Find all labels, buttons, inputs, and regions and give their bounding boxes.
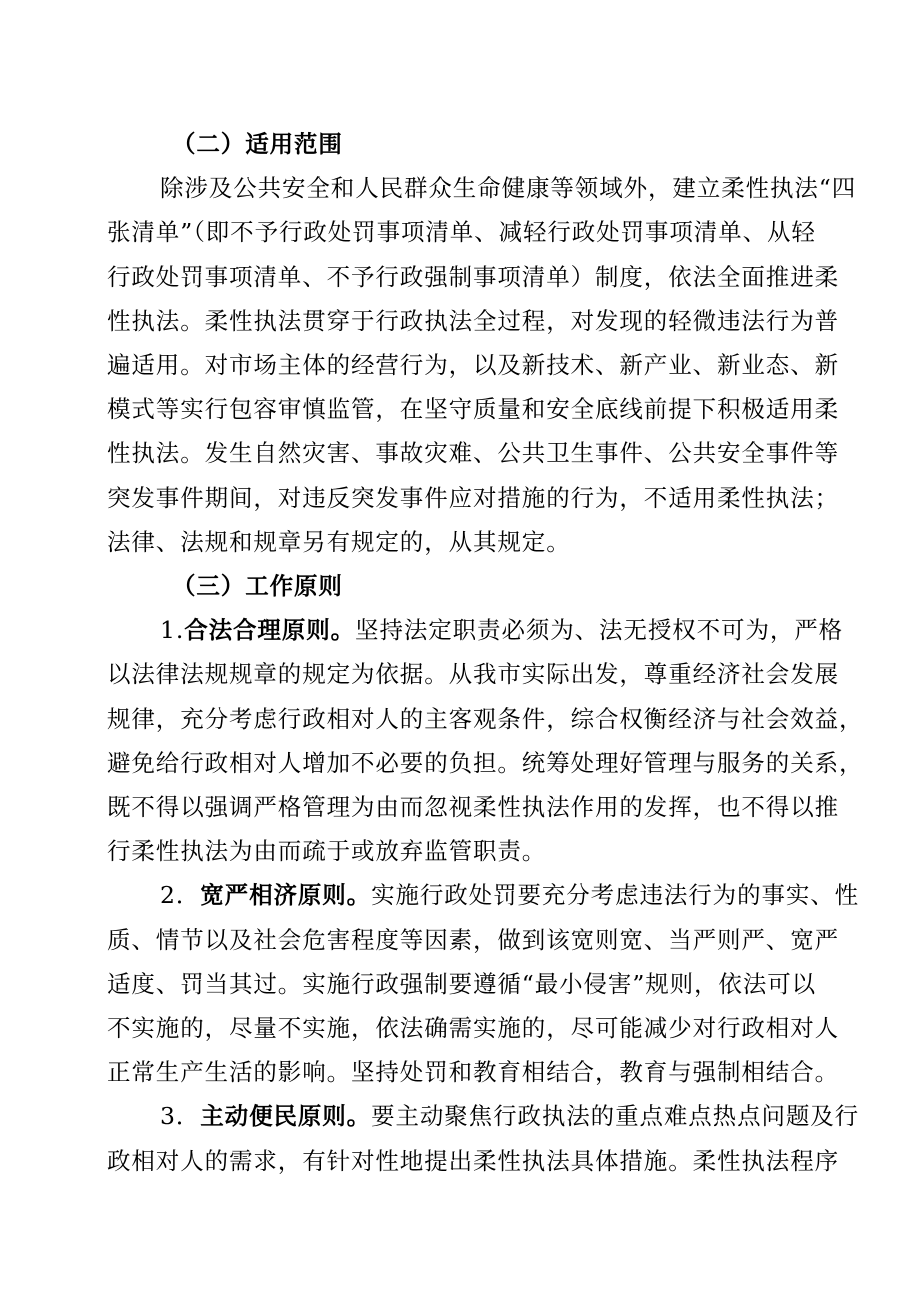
paragraph-line: 张清单”（即不予行政处罚事项清单、减轻行政处罚事项清单、从轻: [107, 218, 816, 246]
paragraph-line: 遍适用。对市场主体的经营行为，以及新技术、新产业、新业态、新: [107, 351, 839, 379]
principle-1-first-line: [160, 614, 843, 646]
paragraph-line: 质、情节以及社会危害程度等因素，做到该宽则宽、当严则严、宽严: [107, 926, 839, 954]
paragraph-line: 模式等实行包容审慎监管，在坚守质量和安全底线前提下积极适用柔: [107, 395, 839, 423]
paragraph-line: 性执法。发生自然灾害、事故灾难、公共卫生事件、公共安全事件等: [107, 439, 839, 467]
paragraph-line: 规律，充分考虑行政相对人的主客观条件，综合权衡经济与社会效益，: [107, 705, 864, 733]
paragraph-line: 以法律法规规章的规定为依据。从我市实际出发，尊重经济社会发展: [107, 660, 839, 688]
principle-title: 主动便民原则。: [200, 1102, 372, 1130]
paragraph-line: 既不得以强调严格管理为由而忽视柔性执法作用的发挥，也不得以推: [107, 793, 839, 821]
paragraph-line: 适度、罚当其过。实施行政强制要遵循“最小侵害”规则，依法可以: [107, 970, 817, 998]
paragraph-line: 法律、法规和规章另有规定的，从其规定。: [107, 528, 571, 556]
paragraph-line: 政相对人的需求，有针对性地提出柔性执法具体措施。柔性执法程序: [107, 1147, 839, 1175]
principle-number: 3．: [160, 1102, 201, 1130]
section-heading-scope: （二）适用范围: [172, 130, 343, 158]
principle-3-first-line: [160, 1100, 859, 1132]
principle-number: 1.: [160, 616, 185, 644]
principle-title: 合法合理原则。: [184, 616, 356, 644]
principle-number: 2．: [160, 881, 201, 909]
paragraph-line: 避免给行政相对人增加不必要的负担。统筹处理好管理与服务的关系，: [107, 749, 864, 777]
paragraph-line: 突发事件期间，对违反突发事件应对措施的行为，不适用柔性执法；: [107, 484, 839, 512]
principle-title: 宽严相济原则。: [200, 881, 372, 909]
principle-text: 实施行政处罚要充分考虑违法行为的事实、性: [371, 881, 860, 909]
section-heading-principles: （三）工作原则: [172, 572, 343, 600]
principle-2-first-line: [160, 879, 859, 911]
paragraph-line: 不实施的，尽量不实施，依法确需实施的，尽可能减少对行政相对人: [107, 1014, 839, 1042]
paragraph-line: 除涉及公共安全和人民群众生命健康等领域外，建立柔性执法“四: [160, 174, 857, 202]
principle-text: 要主动聚焦行政执法的重点难点热点问题及行: [371, 1102, 860, 1130]
principle-text: 坚持法定职责必须为、法无授权不可为，严格: [355, 616, 844, 644]
paragraph-line: 正常生产生活的影响。坚持处罚和教育相结合，教育与强制相结合。: [107, 1058, 839, 1086]
paragraph-line: 性执法。柔性执法贯穿于行政执法全过程，对发现的轻微违法行为普: [107, 307, 839, 335]
paragraph-line: 行柔性执法为由而疏于或放弃监管职责。: [107, 837, 547, 865]
paragraph-line: 行政处罚事项清单、不予行政强制事项清单）制度，依法全面推进柔: [107, 263, 839, 291]
